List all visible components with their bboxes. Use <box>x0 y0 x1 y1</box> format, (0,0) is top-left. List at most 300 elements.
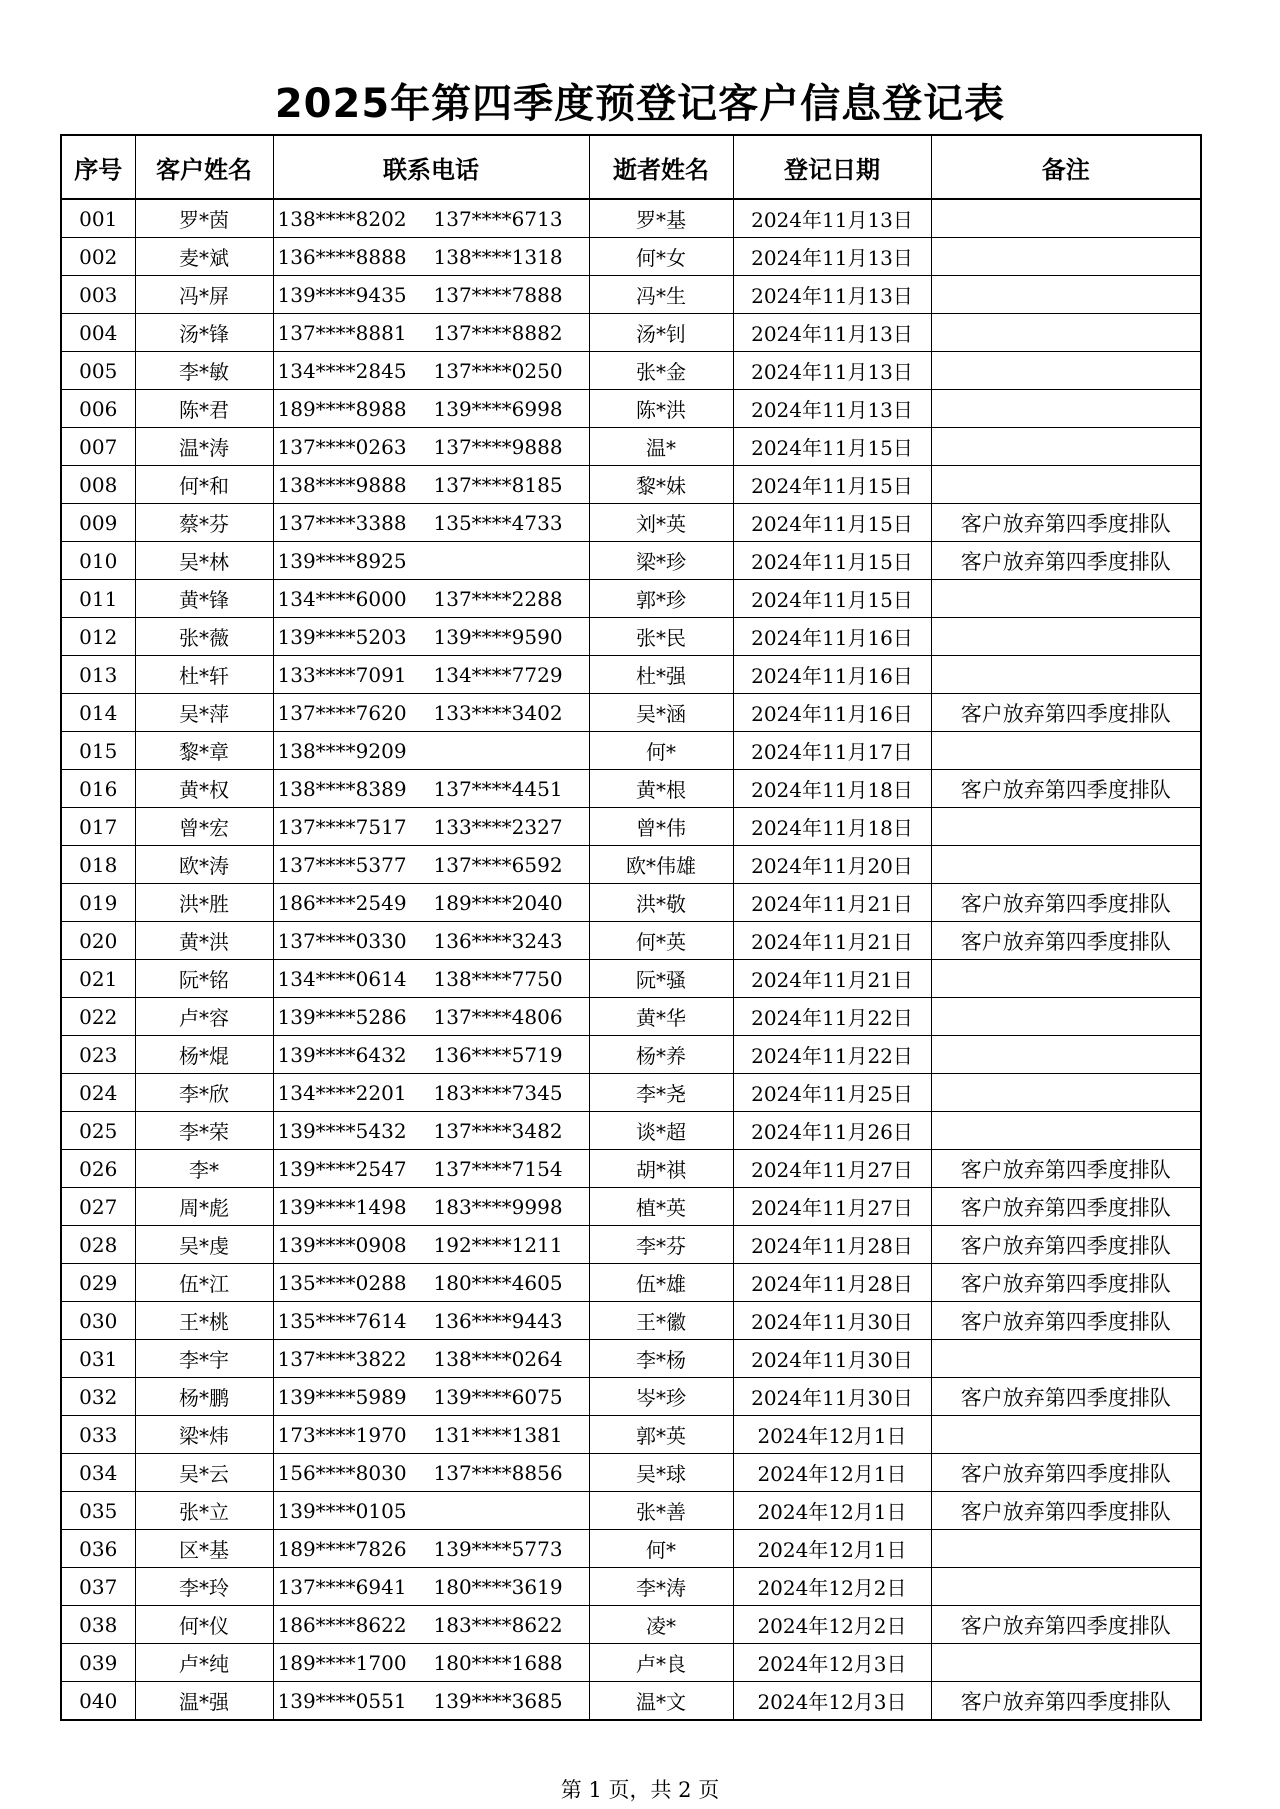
cell-registration-date: 2024年11月20日 <box>733 846 931 884</box>
cell-no: 032 <box>61 1378 135 1416</box>
cell-no: 015 <box>61 732 135 770</box>
table-row <box>61 1378 1201 1416</box>
cell-phone <box>273 1682 589 1721</box>
cell-registration-date: 2024年12月3日 <box>733 1644 931 1682</box>
cell-registration-date: 2024年11月16日 <box>733 618 931 656</box>
cell-registration-date: 2024年11月28日 <box>733 1264 931 1302</box>
cell-deceased-name: 张*善 <box>589 1492 733 1530</box>
cell-deceased-name: 罗*基 <box>589 199 733 238</box>
phone-primary: 137****0330 <box>277 928 407 953</box>
cell-note: 客户放弃第四季度排队 <box>931 542 1201 580</box>
phone-secondary: 133****3402 <box>433 700 563 725</box>
cell-customer-name: 黄*权 <box>135 770 273 808</box>
table-row <box>61 656 1201 694</box>
cell-note <box>931 1340 1201 1378</box>
cell-note <box>931 314 1201 352</box>
cell-note: 客户放弃第四季度排队 <box>931 922 1201 960</box>
table-row <box>61 998 1201 1036</box>
cell-phone <box>273 238 589 276</box>
cell-phone <box>273 732 589 770</box>
cell-deceased-name: 洪*敬 <box>589 884 733 922</box>
cell-deceased-name: 黄*华 <box>589 998 733 1036</box>
cell-registration-date: 2024年11月30日 <box>733 1340 931 1378</box>
cell-no: 002 <box>61 238 135 276</box>
cell-registration-date: 2024年11月15日 <box>733 428 931 466</box>
cell-registration-date: 2024年11月15日 <box>733 542 931 580</box>
cell-deceased-name: 何*英 <box>589 922 733 960</box>
cell-customer-name: 区*基 <box>135 1530 273 1568</box>
cell-registration-date: 2024年11月18日 <box>733 770 931 808</box>
phone-primary: 134****6000 <box>277 586 407 611</box>
phone-secondary: 138****7750 <box>433 966 563 991</box>
cell-no: 038 <box>61 1606 135 1644</box>
header-phone: 联系电话 <box>273 135 589 199</box>
cell-phone <box>273 922 589 960</box>
cell-deceased-name: 何* <box>589 1530 733 1568</box>
cell-note <box>931 238 1201 276</box>
phone-secondary: 138****1318 <box>433 244 563 269</box>
phone-primary: 136****8888 <box>277 244 407 269</box>
cell-deceased-name: 陈*洪 <box>589 390 733 428</box>
cell-no: 027 <box>61 1188 135 1226</box>
table-row <box>61 808 1201 846</box>
cell-registration-date: 2024年12月1日 <box>733 1530 931 1568</box>
cell-deceased-name: 王*徽 <box>589 1302 733 1340</box>
table-row <box>61 428 1201 466</box>
cell-registration-date: 2024年12月1日 <box>733 1492 931 1530</box>
phone-secondary: 133****2327 <box>433 814 563 839</box>
cell-phone <box>273 466 589 504</box>
page-title: 2025年第四季度预登记客户信息登记表 <box>274 81 1006 127</box>
table-row <box>61 770 1201 808</box>
cell-deceased-name: 李*芬 <box>589 1226 733 1264</box>
table-body <box>61 199 1201 1720</box>
cell-phone <box>273 314 589 352</box>
cell-no: 001 <box>61 199 135 238</box>
phone-secondary: 137****6713 <box>433 206 563 231</box>
cell-note <box>931 960 1201 998</box>
cell-no: 024 <box>61 1074 135 1112</box>
phone-secondary: 131****1381 <box>433 1422 563 1447</box>
cell-phone <box>273 846 589 884</box>
cell-no: 039 <box>61 1644 135 1682</box>
phone-secondary: 137****8882 <box>433 320 563 345</box>
cell-phone <box>273 1340 589 1378</box>
table-row <box>61 504 1201 542</box>
cell-deceased-name: 汤*钊 <box>589 314 733 352</box>
phone-primary: 137****5377 <box>277 852 407 877</box>
cell-registration-date: 2024年11月16日 <box>733 656 931 694</box>
table-row <box>61 922 1201 960</box>
cell-no: 008 <box>61 466 135 504</box>
cell-note: 客户放弃第四季度排队 <box>931 1492 1201 1530</box>
cell-phone <box>273 960 589 998</box>
cell-customer-name: 欧*涛 <box>135 846 273 884</box>
phone-primary: 173****1970 <box>277 1422 407 1447</box>
cell-deceased-name: 曾*伟 <box>589 808 733 846</box>
cell-phone <box>273 808 589 846</box>
cell-phone <box>273 1530 589 1568</box>
cell-deceased-name: 伍*雄 <box>589 1264 733 1302</box>
cell-customer-name: 麦*斌 <box>135 238 273 276</box>
cell-phone <box>273 1492 589 1530</box>
cell-customer-name: 李*欣 <box>135 1074 273 1112</box>
phone-primary: 139****5989 <box>277 1384 407 1409</box>
cell-note <box>931 428 1201 466</box>
cell-registration-date: 2024年11月27日 <box>733 1188 931 1226</box>
cell-note: 客户放弃第四季度排队 <box>931 1378 1201 1416</box>
cell-no: 031 <box>61 1340 135 1378</box>
phone-secondary: 136****3243 <box>433 928 563 953</box>
cell-registration-date: 2024年12月1日 <box>733 1454 931 1492</box>
cell-deceased-name: 何*女 <box>589 238 733 276</box>
cell-deceased-name: 梁*珍 <box>589 542 733 580</box>
phone-secondary: 189****2040 <box>433 890 563 915</box>
header-no: 序号 <box>61 135 135 199</box>
phone-primary: 139****2547 <box>277 1156 407 1181</box>
cell-note: 客户放弃第四季度排队 <box>931 1188 1201 1226</box>
cell-customer-name: 黄*洪 <box>135 922 273 960</box>
cell-no: 035 <box>61 1492 135 1530</box>
table-row <box>61 1492 1201 1530</box>
cell-no: 028 <box>61 1226 135 1264</box>
header-registration-date: 登记日期 <box>733 135 931 199</box>
phone-primary: 189****7826 <box>277 1536 407 1561</box>
cell-phone <box>273 276 589 314</box>
cell-deceased-name: 温*文 <box>589 1682 733 1721</box>
table-row <box>61 1188 1201 1226</box>
cell-registration-date: 2024年11月25日 <box>733 1074 931 1112</box>
cell-deceased-name: 欧*伟雄 <box>589 846 733 884</box>
phone-primary: 139****0908 <box>277 1232 407 1257</box>
phone-secondary: 136****9443 <box>433 1308 563 1333</box>
cell-customer-name: 吴*林 <box>135 542 273 580</box>
phone-primary: 135****7614 <box>277 1308 407 1333</box>
cell-phone <box>273 352 589 390</box>
phone-secondary: 135****4733 <box>433 510 563 535</box>
cell-deceased-name: 黄*根 <box>589 770 733 808</box>
cell-phone <box>273 656 589 694</box>
cell-registration-date: 2024年11月18日 <box>733 808 931 846</box>
table-row <box>61 1112 1201 1150</box>
table-row <box>61 238 1201 276</box>
phone-secondary: 183****7345 <box>433 1080 563 1105</box>
cell-note <box>931 732 1201 770</box>
cell-registration-date: 2024年11月28日 <box>733 1226 931 1264</box>
cell-phone <box>273 998 589 1036</box>
cell-customer-name: 曾*宏 <box>135 808 273 846</box>
cell-note <box>931 1036 1201 1074</box>
cell-customer-name: 阮*铭 <box>135 960 273 998</box>
phone-primary: 139****5432 <box>277 1118 407 1143</box>
cell-customer-name: 陈*君 <box>135 390 273 428</box>
phone-primary: 138****9209 <box>277 738 407 763</box>
cell-phone <box>273 542 589 580</box>
cell-no: 007 <box>61 428 135 466</box>
cell-customer-name: 李* <box>135 1150 273 1188</box>
cell-deceased-name: 谈*超 <box>589 1112 733 1150</box>
table-row <box>61 732 1201 770</box>
phone-secondary: 137****6592 <box>433 852 563 877</box>
cell-customer-name: 伍*江 <box>135 1264 273 1302</box>
table-row <box>61 1036 1201 1074</box>
phone-primary: 135****0288 <box>277 1270 407 1295</box>
cell-deceased-name: 张*民 <box>589 618 733 656</box>
phone-primary: 134****2845 <box>277 358 407 383</box>
table-row <box>61 542 1201 580</box>
cell-no: 009 <box>61 504 135 542</box>
cell-no: 014 <box>61 694 135 732</box>
phone-primary: 139****0105 <box>277 1498 407 1523</box>
cell-phone <box>273 1264 589 1302</box>
table-row <box>61 199 1201 238</box>
cell-note: 客户放弃第四季度排队 <box>931 1302 1201 1340</box>
cell-no: 022 <box>61 998 135 1036</box>
phone-secondary: 137****0250 <box>433 358 563 383</box>
cell-no: 018 <box>61 846 135 884</box>
cell-note <box>931 846 1201 884</box>
cell-customer-name: 罗*茵 <box>135 199 273 238</box>
phone-primary: 137****6941 <box>277 1574 407 1599</box>
cell-deceased-name: 胡*祺 <box>589 1150 733 1188</box>
cell-deceased-name: 李*尧 <box>589 1074 733 1112</box>
cell-phone <box>273 1112 589 1150</box>
cell-customer-name: 李*玲 <box>135 1568 273 1606</box>
cell-phone <box>273 1302 589 1340</box>
cell-no: 026 <box>61 1150 135 1188</box>
phone-secondary: 180****4605 <box>433 1270 563 1295</box>
cell-customer-name: 吴*虔 <box>135 1226 273 1264</box>
phone-primary: 186****2549 <box>277 890 407 915</box>
cell-no: 037 <box>61 1568 135 1606</box>
cell-no: 040 <box>61 1682 135 1721</box>
cell-registration-date: 2024年11月13日 <box>733 352 931 390</box>
phone-secondary: 134****7729 <box>433 662 563 687</box>
cell-phone <box>273 504 589 542</box>
cell-deceased-name: 郭*英 <box>589 1416 733 1454</box>
cell-note: 客户放弃第四季度排队 <box>931 1606 1201 1644</box>
phone-primary: 139****1498 <box>277 1194 407 1219</box>
cell-note <box>931 580 1201 618</box>
cell-note <box>931 276 1201 314</box>
phone-primary: 133****7091 <box>277 662 407 687</box>
cell-note <box>931 656 1201 694</box>
table-row <box>61 1302 1201 1340</box>
cell-registration-date: 2024年11月13日 <box>733 314 931 352</box>
cell-deceased-name: 黎*妹 <box>589 466 733 504</box>
cell-deceased-name: 阮*骚 <box>589 960 733 998</box>
cell-note <box>931 352 1201 390</box>
table-row <box>61 314 1201 352</box>
table-row <box>61 1150 1201 1188</box>
cell-registration-date: 2024年11月30日 <box>733 1378 931 1416</box>
phone-primary: 139****5203 <box>277 624 407 649</box>
phone-secondary: 180****3619 <box>433 1574 563 1599</box>
phone-primary: 139****6432 <box>277 1042 407 1067</box>
table-row <box>61 580 1201 618</box>
cell-deceased-name: 李*杨 <box>589 1340 733 1378</box>
phone-primary: 134****2201 <box>277 1080 407 1105</box>
phone-primary: 137****7517 <box>277 814 407 839</box>
cell-phone <box>273 1378 589 1416</box>
phone-secondary: 137****4806 <box>433 1004 563 1029</box>
cell-no: 005 <box>61 352 135 390</box>
phone-secondary: 183****9998 <box>433 1194 563 1219</box>
table-row <box>61 1340 1201 1378</box>
phone-primary: 189****1700 <box>277 1650 407 1675</box>
cell-no: 004 <box>61 314 135 352</box>
cell-no: 034 <box>61 1454 135 1492</box>
cell-registration-date: 2024年11月21日 <box>733 960 931 998</box>
cell-phone <box>273 390 589 428</box>
cell-note <box>931 1644 1201 1682</box>
cell-note: 客户放弃第四季度排队 <box>931 1264 1201 1302</box>
cell-deceased-name: 刘*英 <box>589 504 733 542</box>
cell-phone <box>273 694 589 732</box>
phone-primary: 137****8881 <box>277 320 407 345</box>
cell-customer-name: 李*荣 <box>135 1112 273 1150</box>
cell-phone <box>273 1416 589 1454</box>
cell-phone <box>273 580 589 618</box>
cell-customer-name: 何*和 <box>135 466 273 504</box>
phone-secondary: 137****8185 <box>433 472 563 497</box>
phone-primary: 156****8030 <box>277 1460 407 1485</box>
table-row <box>61 1226 1201 1264</box>
cell-deceased-name: 植*英 <box>589 1188 733 1226</box>
table-row <box>61 884 1201 922</box>
cell-customer-name: 何*仪 <box>135 1606 273 1644</box>
cell-no: 012 <box>61 618 135 656</box>
cell-registration-date: 2024年11月27日 <box>733 1150 931 1188</box>
cell-no: 011 <box>61 580 135 618</box>
phone-secondary: 139****3685 <box>433 1688 563 1713</box>
phone-primary: 138****9888 <box>277 472 407 497</box>
table-row <box>61 1264 1201 1302</box>
cell-customer-name: 温*强 <box>135 1682 273 1721</box>
cell-phone <box>273 199 589 238</box>
phone-secondary: 139****6075 <box>433 1384 563 1409</box>
phone-primary: 137****0263 <box>277 434 407 459</box>
table-row <box>61 390 1201 428</box>
table-row <box>61 846 1201 884</box>
cell-customer-name: 冯*屏 <box>135 276 273 314</box>
table-row <box>61 618 1201 656</box>
cell-customer-name: 李*敏 <box>135 352 273 390</box>
cell-note <box>931 1568 1201 1606</box>
cell-customer-name: 王*桃 <box>135 1302 273 1340</box>
phone-primary: 189****8988 <box>277 396 407 421</box>
phone-secondary: 192****1211 <box>433 1232 563 1257</box>
cell-no: 033 <box>61 1416 135 1454</box>
phone-primary: 137****3822 <box>277 1346 407 1371</box>
cell-note <box>931 1112 1201 1150</box>
cell-phone <box>273 1226 589 1264</box>
table-header-row <box>61 135 1201 199</box>
cell-registration-date: 2024年11月21日 <box>733 884 931 922</box>
phone-primary: 139****5286 <box>277 1004 407 1029</box>
cell-note: 客户放弃第四季度排队 <box>931 1454 1201 1492</box>
cell-phone <box>273 1036 589 1074</box>
header-customer-name: 客户姓名 <box>135 135 273 199</box>
cell-no: 030 <box>61 1302 135 1340</box>
cell-registration-date: 2024年11月22日 <box>733 1036 931 1074</box>
cell-note <box>931 390 1201 428</box>
cell-deceased-name: 何* <box>589 732 733 770</box>
cell-phone <box>273 1568 589 1606</box>
cell-registration-date: 2024年12月3日 <box>733 1682 931 1721</box>
cell-customer-name: 黄*锋 <box>135 580 273 618</box>
cell-no: 010 <box>61 542 135 580</box>
cell-phone <box>273 428 589 466</box>
phone-secondary: 137****9888 <box>433 434 563 459</box>
cell-deceased-name: 杨*养 <box>589 1036 733 1074</box>
cell-note <box>931 199 1201 238</box>
phone-primary: 137****7620 <box>277 700 407 725</box>
cell-customer-name: 卢*容 <box>135 998 273 1036</box>
cell-no: 017 <box>61 808 135 846</box>
phone-primary: 186****8622 <box>277 1612 407 1637</box>
phone-primary: 139****0551 <box>277 1688 407 1713</box>
cell-phone <box>273 1644 589 1682</box>
cell-note <box>931 466 1201 504</box>
phone-primary: 138****8202 <box>277 206 407 231</box>
phone-secondary: 137****4451 <box>433 776 563 801</box>
cell-registration-date: 2024年11月15日 <box>733 466 931 504</box>
table-row <box>61 466 1201 504</box>
cell-phone <box>273 884 589 922</box>
cell-note <box>931 808 1201 846</box>
cell-customer-name: 杜*轩 <box>135 656 273 694</box>
cell-phone <box>273 618 589 656</box>
cell-customer-name: 蔡*芬 <box>135 504 273 542</box>
cell-no: 023 <box>61 1036 135 1074</box>
cell-deceased-name: 李*涛 <box>589 1568 733 1606</box>
cell-customer-name: 洪*胜 <box>135 884 273 922</box>
cell-registration-date: 2024年11月13日 <box>733 238 931 276</box>
cell-customer-name: 张*立 <box>135 1492 273 1530</box>
header-deceased-name: 逝者姓名 <box>589 135 733 199</box>
table-row <box>61 1416 1201 1454</box>
cell-no: 021 <box>61 960 135 998</box>
cell-no: 036 <box>61 1530 135 1568</box>
cell-registration-date: 2024年11月13日 <box>733 390 931 428</box>
table-row <box>61 1530 1201 1568</box>
phone-secondary: 139****6998 <box>433 396 563 421</box>
cell-deceased-name: 吴*涵 <box>589 694 733 732</box>
cell-phone <box>273 1074 589 1112</box>
phone-primary: 137****3388 <box>277 510 407 535</box>
cell-deceased-name: 温* <box>589 428 733 466</box>
cell-note: 客户放弃第四季度排队 <box>931 694 1201 732</box>
phone-primary: 139****9435 <box>277 282 407 307</box>
table-row <box>61 1644 1201 1682</box>
cell-customer-name: 卢*纯 <box>135 1644 273 1682</box>
cell-registration-date: 2024年11月22日 <box>733 998 931 1036</box>
cell-no: 016 <box>61 770 135 808</box>
cell-note: 客户放弃第四季度排队 <box>931 1226 1201 1264</box>
cell-customer-name: 杨*鹏 <box>135 1378 273 1416</box>
phone-primary: 134****0614 <box>277 966 407 991</box>
cell-no: 025 <box>61 1112 135 1150</box>
cell-registration-date: 2024年12月2日 <box>733 1568 931 1606</box>
cell-customer-name: 杨*焜 <box>135 1036 273 1074</box>
cell-deceased-name: 张*金 <box>589 352 733 390</box>
cell-note: 客户放弃第四季度排队 <box>931 1682 1201 1721</box>
cell-note: 客户放弃第四季度排队 <box>931 1150 1201 1188</box>
cell-note: 客户放弃第四季度排队 <box>931 504 1201 542</box>
phone-secondary: 137****7888 <box>433 282 563 307</box>
cell-phone <box>273 770 589 808</box>
